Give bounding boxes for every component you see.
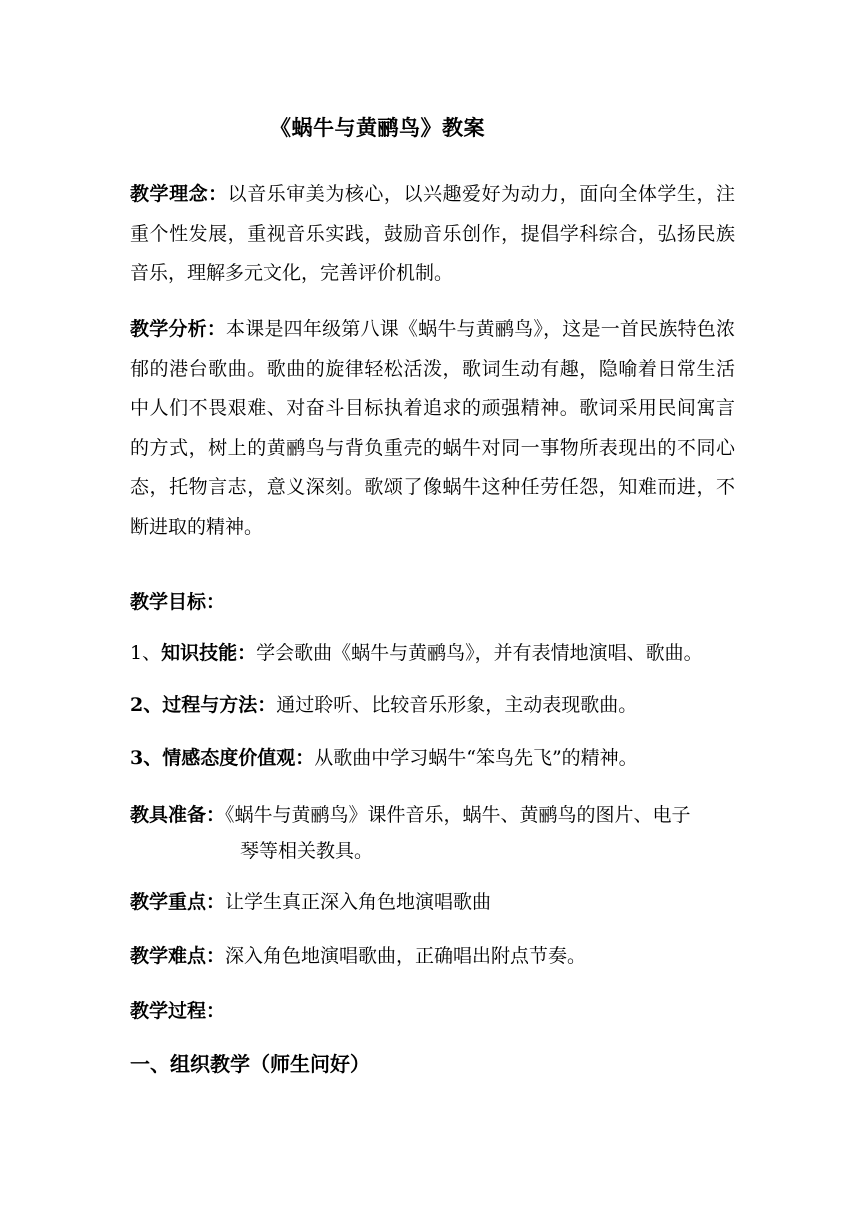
goal-label: 情感态度价值观： [162,747,315,769]
goal-label: 知识技能： [161,642,257,664]
tools-label: 教具准备： [130,804,226,826]
key-point-line [130,887,491,914]
goal-number: 1、 [130,642,162,664]
goal-item-2 [130,690,637,717]
section-heading-1: 一、组织教学（师生问好） [130,1052,370,1076]
difficulty-label: 教学难点： [130,945,226,967]
key-point-text: 让学生真正深入角色地演唱歌曲 [225,891,492,913]
goal-number: 3、 [130,747,163,769]
tools-line-2: 琴等相关教具。 [240,840,374,862]
philosophy-label: 教学理念： [130,183,228,205]
goal-text: 从歌曲中学习蜗牛“笨鸟先飞”的精神。 [314,747,638,769]
goal-label: 过程与方法： [162,694,277,716]
analysis-paragraph [130,310,735,547]
tools-line-1 [130,800,691,827]
analysis-text: 本课是四年级第八课《蜗牛与黄鹂鸟》，这是一首民族特色浓郁的港台歌曲。歌曲的旋律轻松活泼，歌词生动有趣，隐喻着日常生活中人们不畏艰难、对奋斗目标执着追求的顽强精神。歌词采用民间寓言的方式，树上的黄鹂鸟与背负重壳的蜗牛对同一事物所表现出的不同心态，托物言志，意义深刻。歌颂了像蜗牛这种任劳任怨，知难而进，不断进取的精神。 [130,318,735,538]
goals-label: 教学目标： [130,591,226,613]
goal-item-1 [130,638,703,665]
difficulty-text: 深入角色地演唱歌曲，正确唱出附点节奏。 [225,945,587,967]
difficulty-line [130,941,586,968]
page-title: 《蜗牛与黄鹂鸟》教案 [270,115,485,140]
process-label: 教学过程： [130,1000,226,1022]
goal-text: 通过聆听、比较音乐形象，主动表现歌曲。 [276,694,638,716]
goal-text: 学会歌曲《蜗牛与黄鹂鸟》，并有表情地演唱、歌曲。 [256,642,703,664]
goal-number: 2、 [130,694,163,716]
analysis-label: 教学分析： [130,318,227,340]
tools-text-1: 《蜗牛与黄鹂鸟》课件音乐，蜗牛、黄鹂鸟的图片、电子 [225,804,691,826]
key-point-label: 教学重点： [130,891,226,913]
philosophy-paragraph [130,175,735,294]
philosophy-text: 以音乐审美为核心，以兴趣爱好为动力，面向全体学生，注重个性发展，重视音乐实践，鼓励音乐创作，提倡学科综合，弘扬民族音乐，理解多元文化，完善评价机制。 [130,183,735,284]
goal-item-3 [130,743,638,770]
